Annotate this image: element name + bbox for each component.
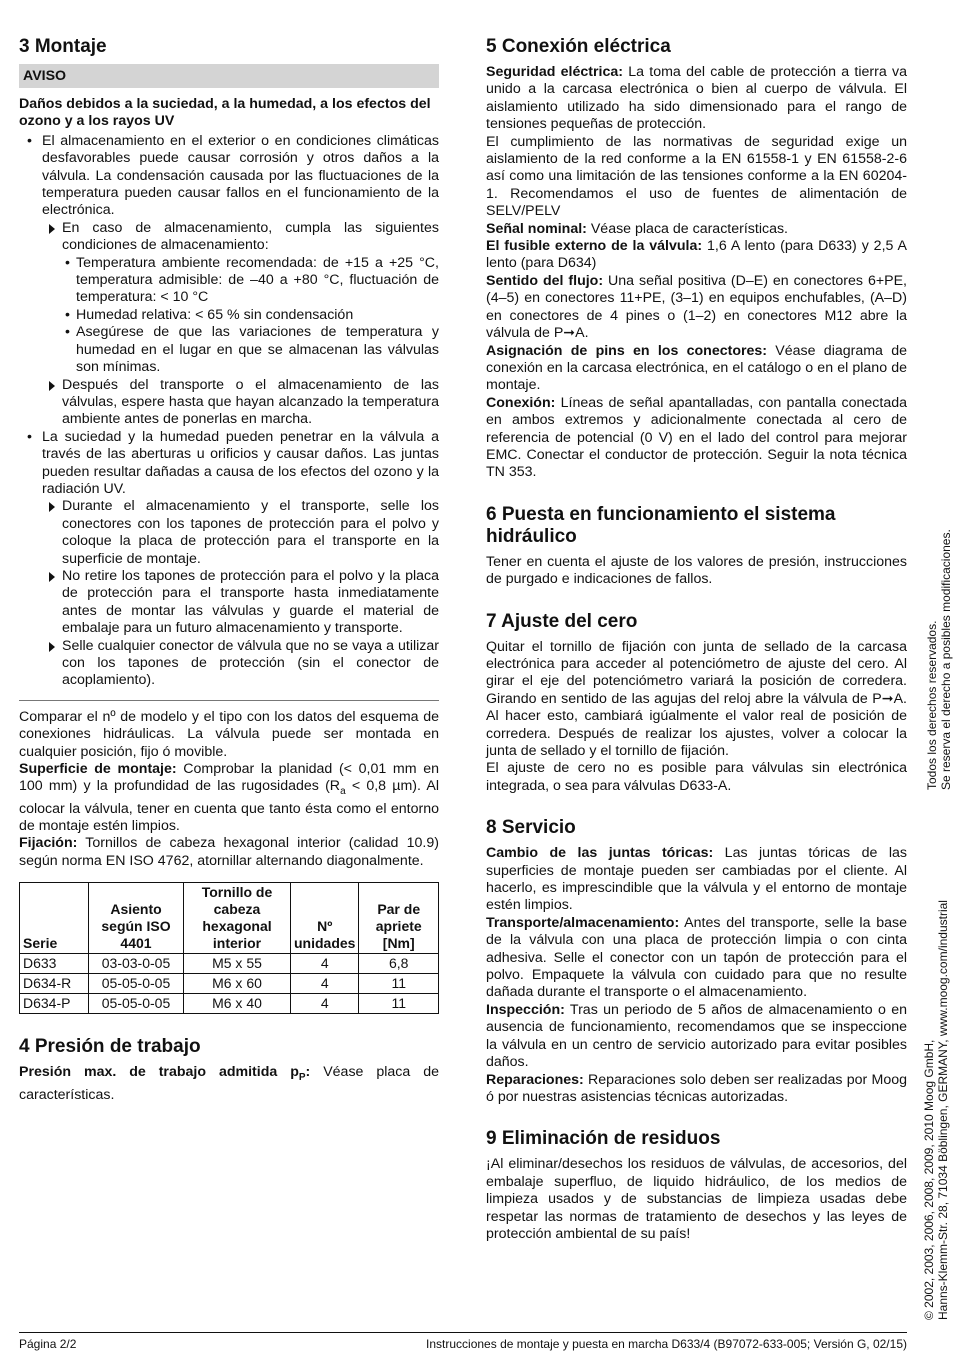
screw-table — [19, 882, 439, 1014]
table-header-row — [20, 883, 439, 954]
condition-item: • Humedad relativa: < 65 % sin condensación — [62, 307, 439, 324]
action-item — [42, 220, 439, 377]
term-label: Inspección: — [486, 1001, 565, 1018]
section-6-title: 6 Puesta en funcionamiento el sistema hidráulico — [486, 503, 836, 547]
column-header: Tornillo de cabeza hexagonal interior — [184, 883, 291, 954]
paragraph: Sentido del flujo: Una señal positiva (D–E) en conectores 6+PE, (4–5) en conectores 11+PE, (3–1) en equipos enchufables, (A–D) en conectores de 4 pines o (1–2) en conectores M12 abre la válvula de P➞A. — [486, 272, 907, 342]
paragraph: Fijación: Tornillos de cabeza hexagonal interior (calidad 10.9) según norma EN ISO 4762, atornillar alternando diagonalmente. — [19, 835, 439, 869]
term-label: Asignación de pins en los conectores: — [486, 342, 768, 359]
term-label: Sentido del flujo: — [486, 272, 604, 289]
action-list — [42, 498, 439, 689]
paragraph: El ajuste de cero no es posible para válvulas sin electrónica integrada, o sea para válvulas D633-A. — [486, 760, 907, 794]
rights-line-1: Todos los derechos reservados. — [925, 620, 939, 790]
divider — [19, 700, 439, 701]
term-label: Conexión: — [486, 394, 556, 411]
document-reference: Instrucciones de montaje y puesta en marcha D633/4 (B97072-633-005; Versión G, 02/15) — [426, 1337, 907, 1351]
paragraph: Seguridad eléctrica: La toma del cable de protección a tierra va unido a la carcasa electrónica o bien al cuerpo de válvula. El aislamiento utilizado ha sido dimensionado para el rango de tensiones pequeñas de protección. — [486, 64, 907, 133]
left-column — [19, 36, 439, 1104]
paragraph: El fusible externo de la válvula: 1,6 A lento (para D633) y 2,5 A lento (para D634) — [486, 238, 907, 272]
term-label: Fijación: — [19, 835, 78, 852]
column-header: Serie — [20, 883, 89, 954]
paragraph: Conexión: Líneas de señal apantalladas, con pantalla conectada en ambos extremos y adicionalmente conectada al cero de referencia de potencial (0 V) en el lado del control para mejorar EMC. Conectar el conductor de protección. Seguir la nota técnica TN 353. — [486, 394, 907, 481]
warning-text: El almacenamiento en el exterior o en condiciones climáticas desfavorables puede causar corrosión y otros daños a la válvula. La condensación causada por las fluctuaciones de la temperatura pueden causar fallos en el funcionamiento de la electrónica. — [42, 132, 439, 219]
term-label: Seguridad eléctrica: — [486, 64, 623, 80]
term-label: El fusible externo de la válvula: — [486, 238, 703, 255]
section-8-title: 8 Servicio — [486, 817, 576, 839]
condition-item: • Temperatura ambiente recomendada: de +15 a +25 °C, temperatura admisible: de –40 a +80 °C, fluctuación de temperatura: < 10 °C — [62, 255, 439, 307]
table-row: D634-P 05-05-0-05 M6 x 40 4 11 — [20, 994, 439, 1014]
rights-line-2: Se reserva el derecho a posibles modificaciones. — [939, 529, 953, 790]
warning-item — [19, 429, 439, 690]
paragraph: Tener en cuenta el ajuste de los valores de presión, instrucciones de purgado e indicaciones de fallos. — [486, 553, 907, 588]
table-row: D634-R 05-05-0-05 M6 x 60 4 11 — [20, 974, 439, 994]
column-header: Asiento según ISO 4401 — [89, 883, 184, 954]
right-column — [486, 36, 907, 1243]
paragraph: Inspección: Tras un periodo de 5 años de almacenamiento o en ausencia de funcionamiento, recomendamos que se inspeccione la válvula en un centro de servicio autorizado para evitar posibles daños. — [486, 1001, 907, 1071]
section-3-title: 3 Montaje — [19, 36, 107, 57]
paragraph: Reparaciones: Reparaciones solo deben ser realizadas por Moog ó por nuestras asistencias técnicas autorizadas. — [486, 1071, 907, 1105]
condition-list — [62, 255, 439, 377]
paragraph: Superficie de montaje: Comprobar la planidad (< 0,01 mm en 100 mm) y la profundidad de las rugosidades ($R_a < 0,8$ µm). Al colocar la válvula, tener en cuenta que tanto ésta como el entorno de montaje estén limpios. — [19, 761, 440, 835]
warning-list — [19, 133, 439, 690]
paragraph: Señal nominal: Véase placa de características. — [486, 220, 788, 237]
paragraph: Quitar el tornillo de fijación con junta de sellado de la carcasa electrónica para acceder al potenciómetro de ajuste del cero. Al girar el eje del potenciómetro variará la posición de corredera. Girando en sentido de las agujas del reloj abre la válvula de P➞A. Al hacer esto, cambiará igúalmente el valor real de posición de corredera. Después de realizar los ajustes, volver a colocar la junta de sellado y el tornillo de fijación. — [486, 638, 907, 759]
term-label: Transporte/almacenamiento: — [486, 914, 680, 931]
paragraph: Asignación de pins en los conectores: Véase diagrama de conexión en la carcasa electrónica, en el catálogo o en el plano de montaje. — [486, 342, 908, 394]
action-item: No retire los tapones de protección para el polvo y la placa de protección para el transporte hasta inmediatamente antes de montar las válvulas y guarde el material de embalaje para un futuro almacenamiento y transporte. — [42, 568, 439, 638]
copyright-line-1: © 2002, 2003, 2006, 2008, 2009, 2010 Moog GmbH, — [922, 1039, 936, 1320]
page-footer — [19, 1332, 907, 1353]
section-7-title: 7 Ajuste del cero — [486, 610, 638, 632]
term-label: Presión max. de trabajo admitida $p_P$: — [19, 1064, 311, 1084]
page-number: Página 2/2 — [19, 1337, 77, 1351]
paragraph: El cumplimiento de las normativas de seguridad exige un aislamiento de la red conforme a la EN 61558-1 y EN 61558-2-6 así como una limitación de las tensiones conforme a la EN 60204-1. Recomendamos el uso de fuentes de alimentación de SELV/PELV — [486, 133, 907, 220]
action-list — [42, 220, 439, 429]
warning-title: Daños debidos a la suciedad, a la humedad, a los efectos del ozono y a los rayos UV — [19, 96, 431, 130]
paragraph: Transporte/almacenamiento: Antes del transporte, selle la base de la válvula con una placa de protección limpia o con cinta adhesiva. Selle el conector con un tapón de protección para el polvo. Empaquete la válvula con cuidado para que no resulte dañada durante el transporte o el almacenamiento. — [486, 914, 907, 1001]
paragraph: ¡Al eliminar/desechos los residuos de válvulas, de accesorios, del embalaje superfluo, de liquido hidráulico, de los medios de limpieza usados y de substancias de limpieza usadas debe respetar las normas de tratamiento de desechos y las leyes de protección ambiental de su país! — [486, 1156, 907, 1242]
column-header: Nº unidades — [291, 883, 359, 954]
term-label: Señal nominal: — [486, 220, 587, 237]
section-5-title: 5 Conexión eléctrica — [486, 36, 671, 57]
copyright-line-2: Hanns-Klemm-Str. 28, 71034 Böblingen, GERMANY, www.moog.com/industrial — [936, 900, 950, 1320]
paragraph: Comparar el nº de modelo y el tipo con los datos del esquema de conexiones hidráulicas. La válvula puede ser montada en cualquier posición, fijo ó movible. — [19, 708, 439, 760]
term-label: Reparaciones: — [486, 1071, 584, 1088]
warning-item — [19, 133, 439, 429]
term-label: Cambio de las juntas tóricas: — [486, 845, 714, 862]
paragraph: Cambio de las juntas tóricas: Las juntas tóricas de las superficies de montaje pueden ser cambiadas por el cliente. Al hacerlo, es imprescindible que la válvula y el entorno de montaje estén limpios. — [486, 845, 907, 914]
section-4-title: 4 Presión de trabajo — [19, 1036, 201, 1058]
action-item: Selle cualquier conector de válvula que no se vaya a utilizar con los tapones de protección (sin el conector de acoplamiento). — [42, 638, 439, 690]
term-label: Superficie de montaje: — [19, 761, 177, 778]
table-row: D633 03-03-0-05 M5 x 55 4 6,8 — [20, 954, 439, 974]
warning-text: La suciedad y la humedad pueden penetrar en la válvula a través de las aberturas u orificios y causar daños. Las juntas pueden resultar dañadas a causa de los efectos del ozono y la radiación UV. — [42, 428, 439, 497]
action-text: En caso de almacenamiento, cumpla las siguientes condiciones de almacenamiento: — [62, 219, 439, 254]
paragraph: Presión max. de trabajo admitida $p_P$: Véase placa de características. — [19, 1064, 439, 1103]
notice-banner: AVISO — [19, 64, 439, 88]
column-header: Par de apriete [Nm] — [359, 883, 439, 954]
action-item: Después del transporte o el almacenamiento de las válvulas, espere hasta que hayan alcanzado la temperatura ambiente antes de ponerlas en marcha. — [42, 377, 439, 429]
action-item: Durante el almacenamiento y el transporte, selle los conectores con los tapones de protección para el polvo y coloque la placa de protección para el transporte en la superficie de montaje. — [42, 498, 439, 568]
section-9-title: 9 Eliminación de residuos — [486, 1128, 721, 1150]
condition-item: • Asegúrese de que las variaciones de temperatura y humedad en el lugar en que se almacenan las válvulas son mínimas. — [62, 324, 439, 376]
